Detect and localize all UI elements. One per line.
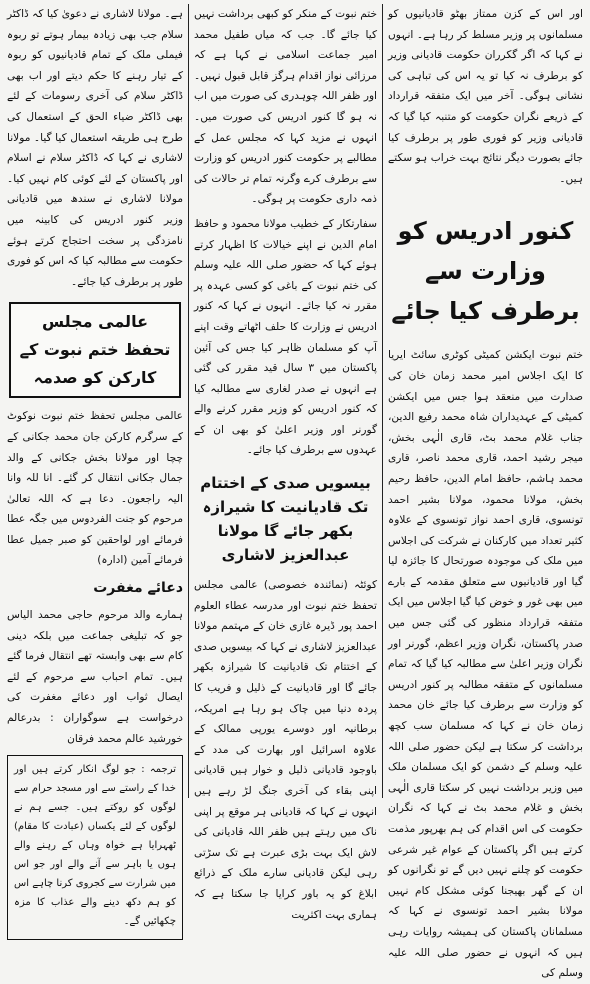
column-left (2, 4, 188, 928)
boxed-headline-line-2: کارکن کو صدمہ (33, 368, 157, 388)
condolence-notice: عالمی مجلس تحفظ ختم نبوت نوکوٹ کے سرگرم کارکن جان محمد جکانی کے چچا اور مولانا بخش جکانی کے والد جمال جکانی انتقال کر گئے۔ انا للہ وانا الیہ راجعون۔ دعا ہے کہ اللہ تعالیٰ مرحوم کو جنت الفردوس میں جگہ عطا فرمائے اور لواحقین کو صبر جمیل عطا فرمائے آمین (ادارہ) (7, 410, 183, 567)
headline-dua-e-maghfirat: دعائے مغفرت (93, 580, 183, 597)
article-body: ختم نبوت ایکشن کمیٹی کوٹری سائٹ ایریا کا ایک اجلاس امیر محمد زمان خان کی صدارت میں منعقد ہوا جس میں ایکشن کمیٹی کے عہدیداران شاہ محمد رفیع الدین، جناب غلام محمد بٹ، قاری الٰہی بخش، میجر رشید احمد، قاری محمد ناصر، قاری محمد ہاشم، حافظ امام الدین، حافظ رحیم بخش، مولانا محمود، مولانا بشیر احمد تونسوی، قاری احمد نواز تونسوی کے علاوہ کثیر تعداد میں کارکنان نے شرکت کی اجلاس میں ملک کی موجودہ صورتحال کا جائزہ لیا گیا اور قادیانیوں سے متعلق مقدمہ کے بارے میں بھی غور و خوض کیا گیا اجلاس میں ایک متفقہ قرارداد منظور کی گئی جس میں صدر پاکستان، نگران وزیر اعظم، گورنر اور نگران وزیر اعلیٰ سے مطالبہ کیا گیا کہ تمام مسلمانوں کے متفقہ مطالبہ پر کنور ادریس کو وزارت سے برطرف کیا جائے خان محمد زمان خان نے کہا کہ مسلمان سب کچھ برداشت کر سکتا ہے لیکن حضور صلی اللہ علیہ وسلم کے دشمن کو ایک مسلمان ملک میں وزیر برداشت نہیں کر سکتا قاری الٰہی بخش و غلام محمد بٹ نے کہا کہ نگران حکومت کی اس اقدام کی ہم بھرپور مذمت کرتے ہیں اگر پاکستان کے عوام غیر شرعی حکومت کو چلنے نہیں دیں گے تو نگرانوں کو ان کے گھر بھیجنا کوئی مشکل کام نہیں مولانا بشیر احمد تونسوی نے کہا کہ مسلمانان پاکستان کی ہمیشہ روایات رہی ہیں کہ انہوں نے حضور صلی اللہ علیہ وسلم کی (388, 349, 583, 980)
article-continuation: ختم نبوت کے منکر کو کبھی برداشت نہیں کیا جائے گا۔ جب کہ میاں طفیل محمد امیر جماعت اسلامی نے کہا ہے کہ مرزائی نواز اقدام ہرگز قابل قبول نہیں۔ اور ظفر اللہ چوہدری کی صورت میں اب نہ ہو گا کنور ادریس کی صورت میں۔ انہوں نے مزید کہا کہ مجلس عمل کے مطالبے پر حکومت کنور ادریس کو وزارت سے برطرف کرے وگرنہ تمام تر حالات کی ذمہ داری حکومت پر ہوگی۔ (194, 8, 377, 206)
headline-qadianiyat: بیسویں صدی کے اختتام تک قادیانیت کا شیرازہ بکھر جائے گا مولانا عبدالعزیز لاشاری (200, 474, 371, 565)
boxed-headline-line-1: عالمی مجلس تحفظ ختم نبوت کے (19, 312, 171, 360)
article-continuation: ہے۔ مولانا لاشاری نے دعویٰ کیا کہ ڈاکٹر سلام جب بھی زیادہ بیمار ہوتے تو ربوہ فیملی ملک کے تمام قادیانیوں کو ربوہ کے تیار رہنے کا حکم دیتے اور اب بھی ڈاکٹر سلام کی آخری رسومات کے لئے بھی ڈاکٹر ضیاء الحق کے استعمال کی طرح ہی طریقہ استعمال کیا گیا۔ مولانا لاشاری نے کہا کہ ڈاکٹر سلام نے اسلام اور پاکستان کے لئے کوئی کام نہیں کیا۔ مولانا لاشاری نے سندھ میں قادیانی وزیر کنور ادریس کی کابینہ میں نامزدگی پر سخت احتجاج کرتے ہوئے حکومت سے مطالبہ کیا کہ اس کو فوری طور پر برطرف کیا جائے۔ (7, 8, 183, 288)
boxed-headline (9, 302, 181, 398)
column-middle (188, 4, 383, 921)
quran-translation-text: ترجمہ : جو لوگ انکار کرتے ہیں اور خدا کے راستے سے اور مسجد حرام سے لوگوں کو روکتے ہیں۔ جسے ہم نے لوگوں کے لئے یکساں (عبادت کا مقام) ٹھہرایا ہے خواہ وہاں کے رہنے والے ہوں یا باہر سے آنے والے اور جو اس میں شرارت سے کجروی کرنا چاہے اس کو ہم دکھ دینے والے عذاب کا مزہ چکھائیں گے۔ (14, 764, 176, 928)
article-body: کوئٹہ (نمائندہ خصوصی) عالمی مجلس تحفظ ختم نبوت اور مدرسہ عطاء العلوم احمد پور ڈیرہ غازی خان کے مہتمم مولانا عبدالعزیز لاشاری نے کہا کہ بیسویں صدی کے اختتام تک قادیانیت کا شیرازہ بکھر جائے گا اور قادیانیت کے ذلیل و فریب کا پردہ دنیا میں چاک ہو رہا ہے امریکہ، برطانیہ اور دوسرے یورپی ممالک کے علاوہ اسرائیل اور بھارت کی مدد کے باوجود قادیانی ذلیل و خوار ہیں قادیانی اپنی بقاء کی آخری جنگ لڑ رہے ہیں انہوں نے کہا کہ قادیانی ہر موقع پر اپنی ناک میں رہتے ہیں ظفر اللہ قادیانی کی لاش ایک بہت بڑی عبرت ہے تک سڑتی رہی لیکن قادیانی سارے ملک کے ذرائع ابلاغ کو یہ باور کرایا جا سکتا ہے کہ ہماری بہت اکثریت (194, 579, 377, 921)
article-paragraph: سفارتکار کے خطیب مولانا محمود و حافظ امام الدین نے اپنے خیالات کا اظہار کرتے ہوئے کہا کہ حضور صلی اللہ علیہ وسلم کی ختم نبوت کے باغی کو کسی عہدہ پر مقرر نہ کیا جائے۔ انہوں نے کہا کہ کنور ادریس نے وزارت کا حلف اٹھاتے وقت اپنے آپ کو مسلمان ظاہر کیا جس کی آئین پاکستان میں ۳ سال قید مقرر کی گئی ہے انہوں نے صدر لغاری سے مطالبہ کیا کہ کنور ادریس کو وزیر مقرر کرنے والے گورنر اور وزیر اعلیٰ کو بھی ان کے عہدوں سے برطرف کیا جائے۔ (194, 217, 377, 457)
prayer-request: ہمارے والد مرحوم حاجی محمد الیاس جو کہ تبلیغی جماعت میں بلکہ دینی کام سے بھی وابستہ تھے انتقال فرما گئے ہیں۔ تمام احباب سے مرحوم کے لئے ایصال ثواب اور دعائے مغفرت کی درخواست ہے سوگواران : بدرعالم خورشید عالم محمد فرقان (7, 609, 183, 745)
headline-kunwar-idrees: کنور ادریس کو وزارت سے برطرف کیا جائے (391, 217, 580, 326)
article-continuation: اور اس کے کزن ممتاز بھٹو قادیانیوں کو مسلمانوں پر وزیر مسلط کر رہا ہے۔ انہوں نے کہا کہ اگر گکرران حکومت قادیانی وزیر کو برطرف نہ کیا تو یہ اس کی تباہی کی نشانی ہوگی۔ آخر میں ایک متفقہ قرارداد کے ذریعے نگران حکومت کو متنبہ کیا گیا کہ قادیانی وزیر کو فوری طور پر برطرف کیا جائے بصورت دیگر نتائج بہت خراب ہو سکتے ہیں۔ (388, 8, 583, 185)
quran-translation-box (7, 755, 183, 940)
column-right (383, 4, 588, 980)
